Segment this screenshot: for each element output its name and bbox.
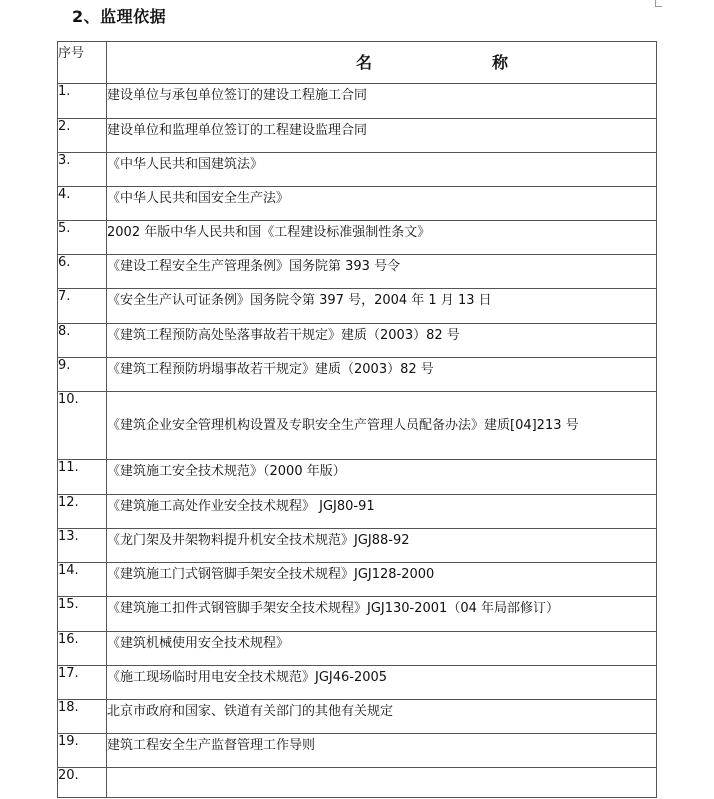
row-number: 11. bbox=[58, 460, 107, 495]
table-row bbox=[58, 768, 657, 798]
table-row bbox=[58, 734, 657, 768]
row-number: 6. bbox=[58, 255, 107, 289]
row-number: 3. bbox=[58, 153, 107, 187]
table-row bbox=[58, 324, 657, 358]
table-row bbox=[58, 597, 657, 632]
table-row bbox=[58, 187, 657, 221]
row-document-name: 《龙门架及井架物料提升机安全技术规范》JGJ88-92 bbox=[107, 529, 657, 563]
row-number: 20. bbox=[58, 768, 107, 798]
row-document-name: 《建筑工程预防高处坠落事故若干规定》建质（2003）82 号 bbox=[107, 324, 657, 358]
row-number: 18. bbox=[58, 700, 107, 734]
table-row bbox=[58, 666, 657, 700]
table-row bbox=[58, 84, 657, 119]
table-row bbox=[58, 289, 657, 324]
header-index: 序号 bbox=[58, 42, 107, 84]
row-number: 14. bbox=[58, 563, 107, 597]
row-document-name: 2002 年版中华人民共和国《工程建设标准强制性条文》 bbox=[107, 221, 657, 255]
row-document-name: 建设单位与承包单位签订的建设工程施工合同 bbox=[107, 84, 657, 119]
row-number: 4. bbox=[58, 187, 107, 221]
table-row bbox=[58, 563, 657, 597]
table-row bbox=[58, 495, 657, 529]
row-number: 7. bbox=[58, 289, 107, 324]
row-number: 9. bbox=[58, 358, 107, 392]
row-document-name: 《中华人民共和国安全生产法》 bbox=[107, 187, 657, 221]
table-row bbox=[58, 153, 657, 187]
row-number: 13. bbox=[58, 529, 107, 563]
row-document-name: 建筑工程安全生产监督管理工作导则 bbox=[107, 734, 657, 768]
table-row bbox=[58, 700, 657, 734]
header-name-char-1: 名 bbox=[356, 53, 373, 72]
table-row bbox=[58, 119, 657, 153]
row-document-name: 《建筑施工门式钢管脚手架安全技术规程》JGJ128-2000 bbox=[107, 563, 657, 597]
row-document-name: 《建筑机械使用安全技术规程》 bbox=[107, 632, 657, 666]
supervision-basis-table bbox=[57, 41, 657, 798]
row-document-name bbox=[107, 768, 657, 798]
row-document-name: 建设单位和监理单位签订的工程建设监理合同 bbox=[107, 119, 657, 153]
row-document-name: 北京市政府和国家、铁道有关部门的其他有关规定 bbox=[107, 700, 657, 734]
table-row bbox=[58, 221, 657, 255]
table-row bbox=[58, 460, 657, 495]
row-number: 17. bbox=[58, 666, 107, 700]
row-number: 19. bbox=[58, 734, 107, 768]
row-number: 16. bbox=[58, 632, 107, 666]
table-header-row bbox=[58, 42, 657, 84]
row-document-name: 《施工现场临时用电安全技术规范》JGJ46-2005 bbox=[107, 666, 657, 700]
row-number: 12. bbox=[58, 495, 107, 529]
row-document-name: 《中华人民共和国建筑法》 bbox=[107, 153, 657, 187]
row-number: 8. bbox=[58, 324, 107, 358]
page-corner-mark bbox=[655, 0, 662, 7]
row-document-name: 《建筑企业安全管理机构设置及专职安全生产管理人员配备办法》建质[04]213 号 bbox=[107, 392, 657, 460]
row-document-name: 《建筑施工高处作业安全技术规程》 JGJ80-91 bbox=[107, 495, 657, 529]
section-heading: 2、监理依据 bbox=[72, 7, 167, 26]
row-document-name: 《建筑施工安全技术规范》（2000 年版） bbox=[107, 460, 657, 495]
table-row bbox=[58, 529, 657, 563]
row-document-name: 《安全生产认可证条例》国务院令第 397 号，2004 年 1 月 13 日 bbox=[107, 289, 657, 324]
table-row bbox=[58, 255, 657, 289]
table-row bbox=[58, 392, 657, 460]
table-row bbox=[58, 632, 657, 666]
row-document-name: 《建筑工程预防坍塌事故若干规定》建质（2003）82 号 bbox=[107, 358, 657, 392]
row-number: 2. bbox=[58, 119, 107, 153]
row-document-name: 《建筑施工扣件式钢管脚手架安全技术规程》JGJ130-2001（04 年局部修订） bbox=[107, 597, 657, 632]
header-name bbox=[107, 42, 657, 84]
row-number: 15. bbox=[58, 597, 107, 632]
row-number: 5. bbox=[58, 221, 107, 255]
row-document-name: 《建设工程安全生产管理条例》国务院第 393 号令 bbox=[107, 255, 657, 289]
header-name-char-2: 称 bbox=[492, 53, 509, 72]
table-row bbox=[58, 358, 657, 392]
row-number: 1. bbox=[58, 84, 107, 119]
row-number: 10. bbox=[58, 392, 107, 460]
